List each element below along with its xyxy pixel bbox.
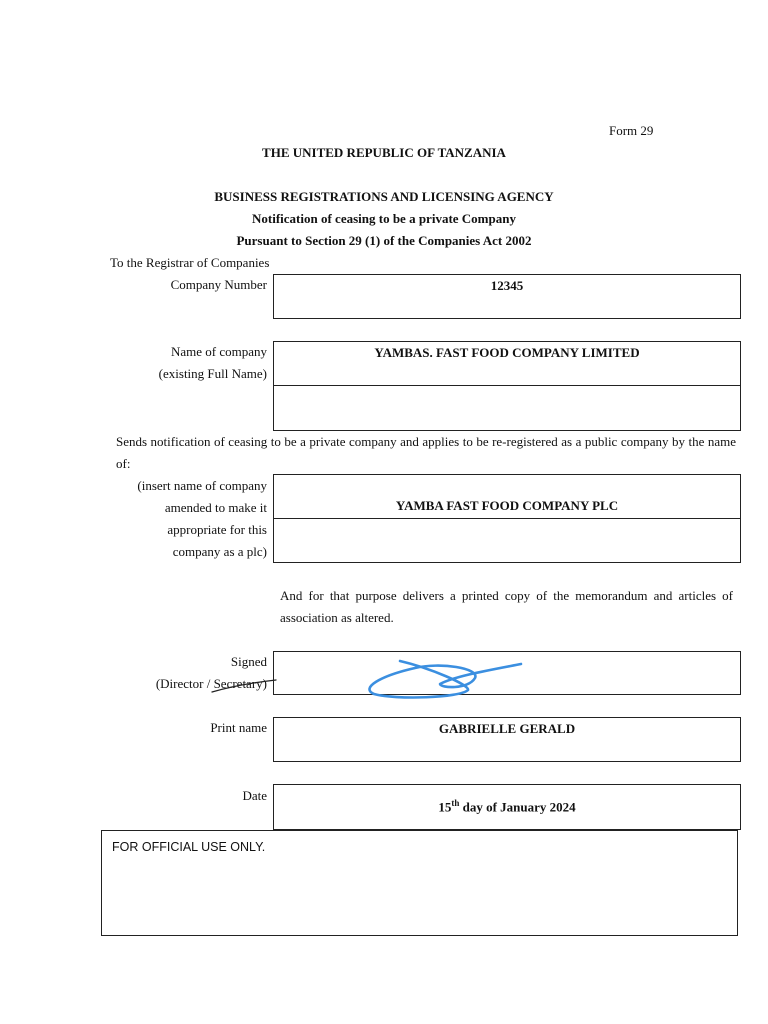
company-number-label: Company Number [170, 277, 267, 292]
agency-title: BUSINESS REGISTRATIONS AND LICENSING AGENCY [214, 189, 554, 204]
signature-stroke-short [212, 680, 276, 692]
date-day: 15 [438, 799, 452, 815]
form-number: Form 29 [609, 123, 654, 138]
print-name-field[interactable] [273, 717, 741, 762]
date-field[interactable] [273, 784, 741, 830]
signed-label-line1: Signed [230, 654, 267, 669]
new-name-value: YAMBA FAST FOOD COMPANY PLC [395, 498, 619, 513]
date-value [274, 798, 740, 815]
company-name-label-line1: Name of company [170, 344, 267, 359]
date-rest: day of January 2024 [459, 799, 576, 815]
addressee: To the Registrar of Companies [110, 255, 270, 270]
purpose-text: And for that purpose delivers a printed copy of the memorandum and articles of association as altered. [280, 588, 733, 625]
official-use-label: FOR OFFICIAL USE ONLY. [112, 840, 266, 854]
new-name-label-line2: amended to make it [164, 500, 267, 515]
notification-text: Sends notification of ceasing to be a private company and applies to be re-registered as a public company by the name of: [116, 434, 736, 471]
pursuant-line: Pursuant to Section 29 (1) of the Companies Act 2002 [236, 233, 532, 248]
form-subtitle: Notification of ceasing to be a private Company [252, 211, 516, 226]
company-name-value: YAMBAS. FAST FOOD COMPANY LIMITED [374, 345, 640, 360]
signature-stroke-main [369, 661, 521, 697]
date-suffix: th [451, 798, 460, 808]
country-title: THE UNITED REPUBLIC OF TANZANIA [262, 145, 506, 160]
print-name-value: GABRIELLE GERALD [438, 721, 576, 736]
new-name-label-line1: (insert name of company [137, 478, 267, 493]
signed-label-line2: (Director / Secretary) [155, 676, 267, 691]
new-name-label-line3: appropriate for this [167, 522, 267, 537]
new-name-label-line4: company as a plc) [172, 544, 267, 559]
company-name-label-line2: (existing Full Name) [158, 366, 267, 381]
date-label: Date [242, 788, 267, 803]
company-number-value: 12345 [490, 278, 524, 293]
print-name-label: Print name [210, 720, 267, 735]
official-use-box [101, 830, 738, 936]
